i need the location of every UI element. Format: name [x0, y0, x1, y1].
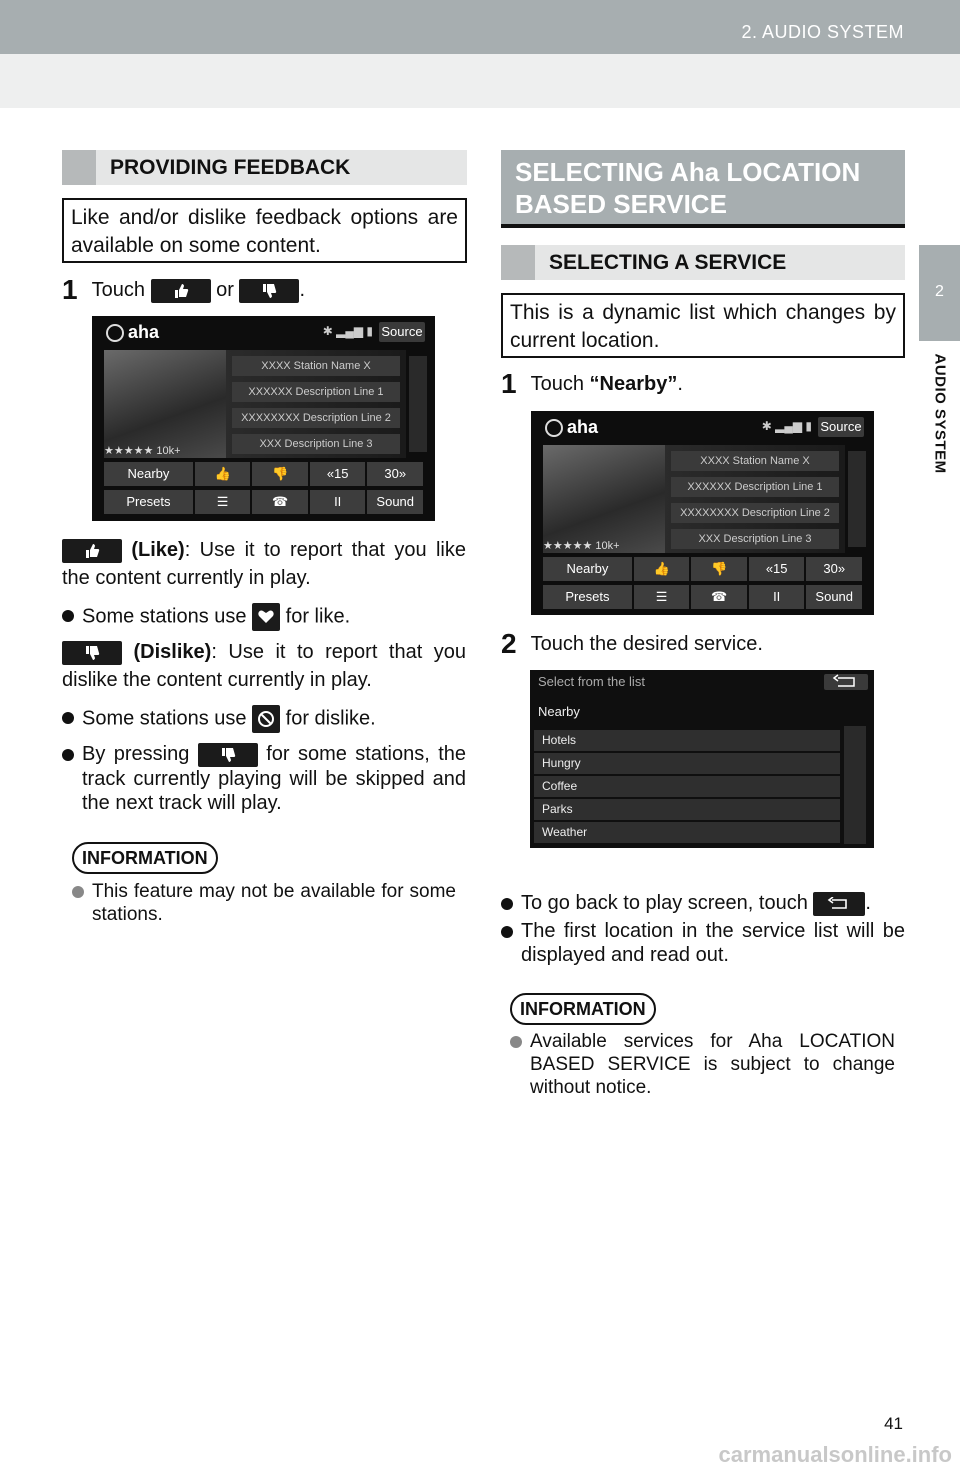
- service-intro-box: [501, 293, 905, 358]
- ban-icon-inline: [252, 705, 280, 733]
- control-row-2: [543, 585, 862, 609]
- presets-button[interactable]: Presets: [543, 585, 632, 609]
- player-screen-2: [531, 411, 874, 615]
- nearby-button[interactable]: Nearby: [104, 462, 193, 486]
- service-intro-text: This is a dynamic list which changes by current location.: [510, 301, 896, 352]
- dislike-description: (Dislike): Use it to report that you dislike the content currently in play.: [62, 641, 467, 691]
- rating-stars: ★★★★★ 10k+: [543, 540, 620, 552]
- ban-icon: [257, 710, 275, 728]
- info-bullet-right: Available services for Aha LOCATION BASED SERVICE is subject to change without notice.: [510, 1030, 895, 1100]
- nearby-heading: Nearby: [538, 704, 580, 719]
- aha-logo: aha: [545, 417, 598, 438]
- list-item-coffee[interactable]: Coffee: [534, 776, 840, 797]
- album-art: [104, 350, 226, 458]
- status-icons: ✱ ▂▄▆ ▮: [761, 419, 812, 433]
- dislike-button[interactable]: [239, 279, 299, 303]
- service-list-screen: [530, 670, 874, 848]
- bullet-dislike-ban: Some stations use for dislike.: [62, 705, 466, 731]
- pause-button[interactable]: II: [749, 585, 805, 609]
- thumbs-down-icon: [220, 747, 236, 763]
- section-header-location: [501, 150, 905, 228]
- heart-icon-inline: [252, 603, 280, 631]
- presets-button[interactable]: Presets: [104, 490, 193, 514]
- control-row-2: [104, 490, 423, 514]
- list-icon[interactable]: ☰: [634, 585, 690, 609]
- scroll-arrows[interactable]: [409, 356, 427, 452]
- bullet-like-heart: Some stations use for like.: [62, 603, 466, 629]
- bullet-first-location: The first location in the service list will be displayed and read out.: [501, 919, 905, 969]
- section-header-feedback: [62, 150, 467, 185]
- top-header-bar: [0, 0, 960, 54]
- control-row-1: [104, 462, 423, 486]
- like-icon[interactable]: 👍: [634, 557, 690, 581]
- rating-stars: ★★★★★ 10k+: [104, 445, 181, 457]
- source-button[interactable]: Source: [818, 417, 864, 437]
- phone-icon[interactable]: ☎: [252, 490, 308, 514]
- intro-text: Like and/or dislike feedback options are available on some content.: [71, 206, 458, 257]
- list-item-hungry[interactable]: Hungry: [534, 753, 840, 774]
- watermark: carmanualsonline.info: [718, 1442, 952, 1467]
- list-item-hotels[interactable]: Hotels: [534, 730, 840, 751]
- page-number: 41: [884, 1414, 903, 1433]
- album-art: [543, 445, 665, 553]
- info-bullet-left: This feature may not be available for some stations.: [72, 880, 456, 928]
- forward-30-button[interactable]: 30»: [806, 557, 862, 581]
- back-button[interactable]: [824, 674, 868, 690]
- thumbs-down-icon: [84, 645, 100, 661]
- information-label-left: INFORMATION: [72, 842, 218, 874]
- sound-button[interactable]: Sound: [806, 585, 862, 609]
- dislike-icon[interactable]: 👎: [691, 557, 747, 581]
- thumbs-up-icon: [173, 283, 189, 299]
- thumbs-up-icon: [84, 543, 100, 559]
- chapter-tab: [919, 245, 960, 341]
- like-description: (Like): Use it to report that you like the content currently in play.: [62, 539, 466, 589]
- heart-icon: [258, 610, 274, 624]
- bullet-press-skip: By pressing for some stations, the track currently playing will be skipped and the next track will play.: [62, 742, 466, 816]
- subsection-title: SELECTING A SERVICE: [549, 251, 787, 274]
- pause-button[interactable]: II: [310, 490, 366, 514]
- like-button-inline: [62, 539, 122, 563]
- step-1-touch: 1 Touch or .: [62, 274, 305, 305]
- player-screen: [92, 316, 435, 521]
- rewind-15-button[interactable]: «15: [749, 557, 805, 581]
- source-button[interactable]: Source: [379, 322, 425, 342]
- step-1-nearby: 1 Touch “Nearby”.: [501, 368, 683, 399]
- information-label-right: INFORMATION: [510, 993, 656, 1025]
- back-button-inline: [813, 892, 865, 916]
- dislike-button-inline: [62, 641, 122, 665]
- list-item-weather[interactable]: Weather: [534, 822, 840, 843]
- sub-header-bar: [0, 54, 960, 108]
- track-info: XXXX Station Name X XXXXXX Description Line 1 XXXXXXXX Description Line 2 XXX Description Line 3: [226, 350, 406, 458]
- step-2-service: 2 Touch the desired service.: [501, 628, 763, 659]
- dislike-icon[interactable]: 👎: [252, 462, 308, 486]
- intro-box: [62, 198, 467, 263]
- aha-logo: aha: [106, 322, 159, 343]
- list-item-parks[interactable]: Parks: [534, 799, 840, 820]
- like-icon[interactable]: 👍: [195, 462, 251, 486]
- back-arrow-icon: [824, 674, 868, 690]
- side-label-text: AUDIO SYSTEM: [931, 353, 949, 474]
- location-section-title: SELECTING Aha LOCATION BASED SERVICE: [515, 157, 861, 219]
- sound-button[interactable]: Sound: [367, 490, 423, 514]
- back-arrow-icon: [826, 897, 852, 911]
- rewind-15-button[interactable]: «15: [310, 462, 366, 486]
- dislike-button-inline-2: [198, 743, 258, 767]
- nearby-button[interactable]: Nearby: [543, 557, 632, 581]
- bullet-go-back: To go back to play screen, touch .: [501, 891, 905, 917]
- like-button[interactable]: [151, 279, 211, 303]
- control-row-1: [543, 557, 862, 581]
- chapter-title: 2. AUDIO SYSTEM: [741, 22, 904, 42]
- thumbs-down-icon: [261, 283, 277, 299]
- chapter-tab-number: 2: [935, 283, 944, 300]
- list-title: Select from the list: [538, 674, 645, 689]
- scroll-arrows[interactable]: [848, 451, 866, 547]
- phone-icon[interactable]: ☎: [691, 585, 747, 609]
- track-info: XXXX Station Name X XXXXXX Description Line 1 XXXXXXXX Description Line 2 XXX Description Line 3: [665, 445, 845, 553]
- side-label: [920, 353, 949, 515]
- status-icons: ✱ ▂▄▆ ▮: [322, 324, 373, 338]
- section-title: PROVIDING FEEDBACK: [110, 156, 351, 179]
- subsection-header-service: [501, 245, 905, 280]
- list-icon[interactable]: ☰: [195, 490, 251, 514]
- list-scrollbar[interactable]: [844, 726, 866, 844]
- forward-30-button[interactable]: 30»: [367, 462, 423, 486]
- step-number: 1: [62, 274, 78, 305]
